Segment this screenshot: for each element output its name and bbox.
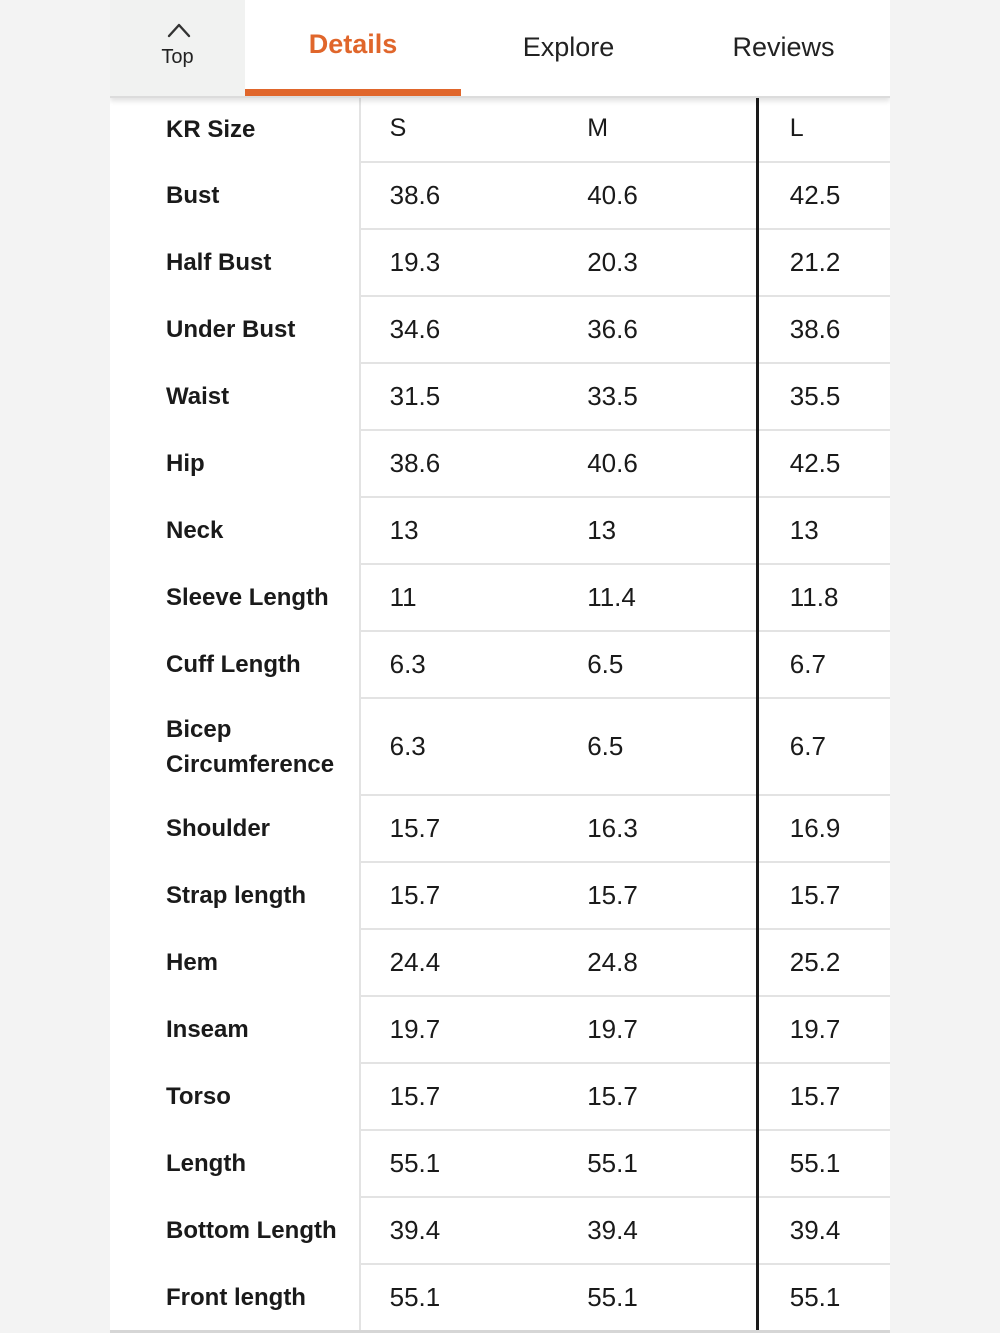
tab-explore-label: Explore bbox=[522, 32, 615, 62]
size-table bbox=[110, 96, 890, 1330]
table-row bbox=[110, 1063, 890, 1130]
value-s: 11 bbox=[360, 564, 559, 631]
table-row bbox=[110, 996, 890, 1063]
size-header-l: L bbox=[757, 96, 890, 162]
value-l: 19.7 bbox=[757, 996, 890, 1063]
value-l: 42.5 bbox=[757, 162, 890, 229]
product-detail-panel bbox=[110, 0, 890, 1333]
table-row bbox=[110, 698, 890, 795]
table-row bbox=[110, 430, 890, 497]
value-l: 16.9 bbox=[757, 795, 890, 862]
value-m: 15.7 bbox=[558, 1063, 757, 1130]
value-l: 6.7 bbox=[757, 631, 890, 698]
value-s: 19.3 bbox=[360, 229, 559, 296]
value-s: 34.6 bbox=[360, 296, 559, 363]
value-m: 40.6 bbox=[558, 162, 757, 229]
value-l: 25.2 bbox=[757, 929, 890, 996]
value-m: 33.5 bbox=[558, 363, 757, 430]
tab-reviews[interactable] bbox=[676, 0, 890, 96]
measurement-label: Inseam bbox=[110, 996, 360, 1063]
value-l: 15.7 bbox=[757, 862, 890, 929]
value-l: 35.5 bbox=[757, 363, 890, 430]
measurement-label: Cuff Length bbox=[110, 631, 360, 698]
measurement-label: Bust bbox=[110, 162, 360, 229]
value-m: 39.4 bbox=[558, 1197, 757, 1264]
value-s: 6.3 bbox=[360, 698, 559, 795]
measurement-label: Sleeve Length bbox=[110, 564, 360, 631]
value-l: 38.6 bbox=[757, 296, 890, 363]
value-m: 13 bbox=[558, 497, 757, 564]
measurement-label: Shoulder bbox=[110, 795, 360, 862]
table-row bbox=[110, 1264, 890, 1330]
table-row bbox=[110, 363, 890, 430]
measurement-label: Waist bbox=[110, 363, 360, 430]
measurement-label: Length bbox=[110, 1130, 360, 1197]
tab-details-label: Details bbox=[308, 29, 398, 59]
value-m: 19.7 bbox=[558, 996, 757, 1063]
value-m: 24.8 bbox=[558, 929, 757, 996]
back-to-top-button[interactable] bbox=[110, 0, 245, 96]
size-header-label: KR Size bbox=[110, 96, 360, 162]
value-s: 55.1 bbox=[389, 1282, 441, 1312]
size-chart bbox=[110, 96, 890, 1333]
table-row bbox=[110, 162, 890, 229]
value-s: 38.6 bbox=[360, 430, 559, 497]
measurement-label: Bicep Circumference bbox=[110, 698, 360, 795]
value-l: 13 bbox=[757, 497, 890, 564]
measurement-label: Hem bbox=[110, 929, 360, 996]
table-row bbox=[110, 631, 890, 698]
value-l: 55.1 bbox=[789, 1282, 841, 1312]
value-m: 11.4 bbox=[558, 564, 757, 631]
tab-details[interactable] bbox=[245, 0, 461, 96]
measurement-label: Hip bbox=[110, 430, 360, 497]
active-tab-indicator bbox=[245, 89, 461, 96]
value-s: 13 bbox=[360, 497, 559, 564]
value-s: 15.7 bbox=[360, 1063, 559, 1130]
value-l: 6.7 bbox=[757, 698, 890, 795]
table-row bbox=[110, 795, 890, 862]
table-row bbox=[110, 1130, 890, 1197]
value-s: 38.6 bbox=[360, 162, 559, 229]
tab-bar bbox=[110, 0, 890, 98]
value-l: 55.1 bbox=[757, 1130, 890, 1197]
tab-explore[interactable] bbox=[461, 0, 676, 96]
value-l: 39.4 bbox=[757, 1197, 890, 1264]
measurement-label: Strap length bbox=[110, 862, 360, 929]
value-s: 31.5 bbox=[360, 363, 559, 430]
size-header-s: S bbox=[360, 96, 559, 162]
measurement-label: Front length bbox=[110, 1264, 360, 1330]
size-header-row bbox=[110, 96, 890, 162]
measurement-label: Torso bbox=[110, 1063, 360, 1130]
size-header-m: M bbox=[558, 96, 757, 162]
value-l: 42.5 bbox=[757, 430, 890, 497]
back-to-top-label: Top bbox=[161, 46, 194, 68]
value-s: 6.3 bbox=[360, 631, 559, 698]
table-row bbox=[110, 929, 890, 996]
table-row bbox=[110, 229, 890, 296]
tab-reviews-label: Reviews bbox=[732, 32, 835, 62]
table-row bbox=[110, 497, 890, 564]
value-s: 39.4 bbox=[360, 1197, 559, 1264]
table-row bbox=[110, 564, 890, 631]
table-row bbox=[110, 296, 890, 363]
value-m: 6.5 bbox=[558, 631, 757, 698]
value-s: 24.4 bbox=[360, 929, 559, 996]
value-m: 6.5 bbox=[558, 698, 757, 795]
value-l: 21.2 bbox=[757, 229, 890, 296]
value-m: 15.7 bbox=[558, 862, 757, 929]
value-s: 15.7 bbox=[360, 795, 559, 862]
value-s: 55.1 bbox=[360, 1130, 559, 1197]
value-s: 19.7 bbox=[360, 996, 559, 1063]
chevron-up-icon bbox=[167, 22, 191, 38]
measurement-label: Half Bust bbox=[110, 229, 360, 296]
value-m: 55.1 bbox=[558, 1130, 757, 1197]
value-m: 16.3 bbox=[558, 795, 757, 862]
value-l: 11.8 bbox=[757, 564, 890, 631]
value-m: 40.6 bbox=[558, 430, 757, 497]
table-row bbox=[110, 1197, 890, 1264]
value-m: 36.6 bbox=[558, 296, 757, 363]
value-l: 15.7 bbox=[757, 1063, 890, 1130]
measurement-label: Neck bbox=[110, 497, 360, 564]
value-s: 15.7 bbox=[360, 862, 559, 929]
value-m: 55.1 bbox=[558, 1264, 757, 1330]
value-m: 20.3 bbox=[558, 229, 757, 296]
measurement-label: Bottom Length bbox=[110, 1197, 360, 1264]
table-row bbox=[110, 862, 890, 929]
measurement-label: Under Bust bbox=[110, 296, 360, 363]
